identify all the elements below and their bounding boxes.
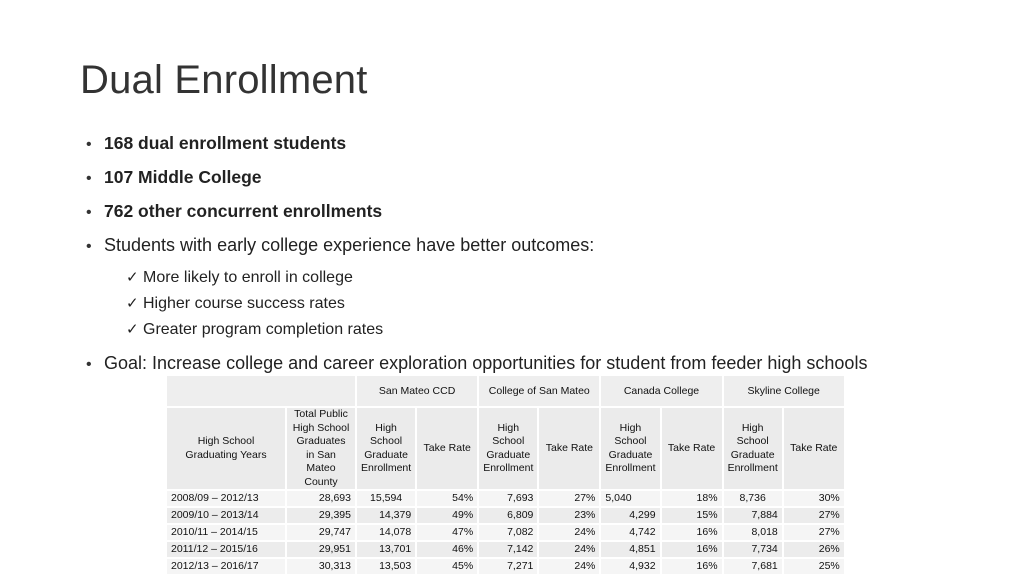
col-header-take-rate: Take Rate bbox=[416, 407, 478, 490]
table-row bbox=[166, 524, 845, 541]
cell-csm-rate: 27% bbox=[538, 490, 600, 507]
cell-csm-enroll: 6,809 bbox=[478, 507, 538, 524]
cell-skyline-rate: 25% bbox=[783, 558, 845, 575]
bullet-dot-icon: • bbox=[86, 238, 92, 255]
cell-canada-rate: 16% bbox=[661, 558, 723, 575]
cell-smccd-rate: 45% bbox=[416, 558, 478, 575]
cell-skyline-enroll: 7,734 bbox=[723, 541, 783, 558]
cell-skyline-enroll: 7,884 bbox=[723, 507, 783, 524]
col-header-enrollment: High School Graduate Enrollment bbox=[600, 407, 660, 490]
bullet-item bbox=[86, 232, 986, 266]
cell-total: 29,747 bbox=[286, 524, 356, 541]
cell-years: 2010/11 – 2014/15 bbox=[166, 524, 286, 541]
cell-total: 28,693 bbox=[286, 490, 356, 507]
col-header-enrollment: High School Graduate Enrollment bbox=[723, 407, 783, 490]
cell-skyline-rate: 26% bbox=[783, 541, 845, 558]
cell-smccd-enroll: 14,078 bbox=[356, 524, 416, 541]
cell-csm-rate: 23% bbox=[538, 507, 600, 524]
group-header-csm: College of San Mateo bbox=[478, 375, 600, 407]
cell-total: 30,313 bbox=[286, 558, 356, 575]
cell-canada-enroll: 4,851 bbox=[600, 541, 660, 558]
bullet-text: Students with early college experience have better outcomes: bbox=[104, 235, 595, 255]
bullet-list bbox=[86, 130, 986, 384]
bullet-dot-icon: • bbox=[86, 170, 92, 187]
bullet-item bbox=[86, 130, 986, 164]
bullet-dot-icon: • bbox=[86, 136, 92, 153]
table-row bbox=[166, 490, 845, 507]
cell-years: 2012/13 – 2016/17 bbox=[166, 558, 286, 575]
cell-smccd-enroll: 13,503 bbox=[356, 558, 416, 575]
cell-smccd-enroll: 15,594 bbox=[356, 490, 416, 507]
bullet-text: Goal: Increase college and career exploration opportunities for student from feeder high schools bbox=[104, 353, 868, 373]
cell-smccd-enroll: 13,701 bbox=[356, 541, 416, 558]
bullet-text: 762 other concurrent enrollments bbox=[104, 201, 383, 221]
enrollment-table bbox=[165, 374, 846, 576]
bullet-dot-icon: • bbox=[86, 356, 92, 373]
group-header-row bbox=[166, 375, 845, 407]
col-header-years: High School Graduating Years bbox=[166, 407, 286, 490]
cell-smccd-enroll: 14,379 bbox=[356, 507, 416, 524]
col-header-total: Total Public High School Graduates in San Mateo County bbox=[286, 407, 356, 490]
cell-canada-enroll: 4,742 bbox=[600, 524, 660, 541]
cell-total: 29,951 bbox=[286, 541, 356, 558]
column-header-row bbox=[166, 407, 845, 490]
bullet-text: 107 Middle College bbox=[104, 167, 262, 187]
group-header-canada: Canada College bbox=[600, 375, 722, 407]
col-header-take-rate: Take Rate bbox=[783, 407, 845, 490]
cell-csm-rate: 24% bbox=[538, 558, 600, 575]
cell-canada-rate: 18% bbox=[661, 490, 723, 507]
slide-title: Dual Enrollment bbox=[80, 58, 368, 102]
sub-bullet-text: Greater program completion rates bbox=[143, 321, 384, 338]
cell-csm-rate: 24% bbox=[538, 524, 600, 541]
cell-canada-enroll: 4,299 bbox=[600, 507, 660, 524]
table-row bbox=[166, 541, 845, 558]
sub-bullet-item bbox=[126, 266, 986, 292]
cell-years: 2011/12 – 2015/16 bbox=[166, 541, 286, 558]
cell-years: 2008/09 – 2012/13 bbox=[166, 490, 286, 507]
cell-skyline-enroll: 8,736 bbox=[723, 490, 783, 507]
bullet-text: 168 dual enrollment students bbox=[104, 133, 347, 153]
sub-bullet-text: More likely to enroll in college bbox=[143, 269, 353, 286]
col-header-enrollment: High School Graduate Enrollment bbox=[356, 407, 416, 490]
cell-skyline-rate: 27% bbox=[783, 524, 845, 541]
cell-csm-enroll: 7,693 bbox=[478, 490, 538, 507]
sub-bullet-item bbox=[126, 318, 986, 344]
cell-canada-rate: 15% bbox=[661, 507, 723, 524]
cell-total: 29,395 bbox=[286, 507, 356, 524]
cell-canada-rate: 16% bbox=[661, 541, 723, 558]
cell-skyline-enroll: 7,681 bbox=[723, 558, 783, 575]
cell-smccd-rate: 47% bbox=[416, 524, 478, 541]
cell-csm-enroll: 7,271 bbox=[478, 558, 538, 575]
empty-header-cell bbox=[166, 375, 356, 407]
cell-skyline-rate: 30% bbox=[783, 490, 845, 507]
group-header-smccd: San Mateo CCD bbox=[356, 375, 478, 407]
bullet-dot-icon: • bbox=[86, 204, 92, 221]
cell-canada-rate: 16% bbox=[661, 524, 723, 541]
cell-skyline-rate: 27% bbox=[783, 507, 845, 524]
cell-years: 2009/10 – 2013/14 bbox=[166, 507, 286, 524]
checkmark-icon: ✓ bbox=[126, 295, 139, 312]
group-header-skyline: Skyline College bbox=[723, 375, 845, 407]
cell-smccd-rate: 54% bbox=[416, 490, 478, 507]
cell-csm-enroll: 7,082 bbox=[478, 524, 538, 541]
cell-canada-enroll: 4,932 bbox=[600, 558, 660, 575]
cell-csm-enroll: 7,142 bbox=[478, 541, 538, 558]
col-header-take-rate: Take Rate bbox=[538, 407, 600, 490]
sub-bullet-text: Higher course success rates bbox=[143, 295, 345, 312]
bullet-item bbox=[86, 164, 986, 198]
cell-smccd-rate: 49% bbox=[416, 507, 478, 524]
table-row bbox=[166, 558, 845, 575]
checkmark-icon: ✓ bbox=[126, 321, 139, 338]
cell-canada-enroll: 5,040 bbox=[600, 490, 660, 507]
cell-csm-rate: 24% bbox=[538, 541, 600, 558]
sub-bullet-list bbox=[86, 266, 986, 344]
checkmark-icon: ✓ bbox=[126, 269, 139, 286]
table-row bbox=[166, 507, 845, 524]
cell-skyline-enroll: 8,018 bbox=[723, 524, 783, 541]
sub-bullet-item bbox=[126, 292, 986, 318]
bullet-item bbox=[86, 198, 986, 232]
col-header-take-rate: Take Rate bbox=[661, 407, 723, 490]
col-header-enrollment: High School Graduate Enrollment bbox=[478, 407, 538, 490]
cell-smccd-rate: 46% bbox=[416, 541, 478, 558]
